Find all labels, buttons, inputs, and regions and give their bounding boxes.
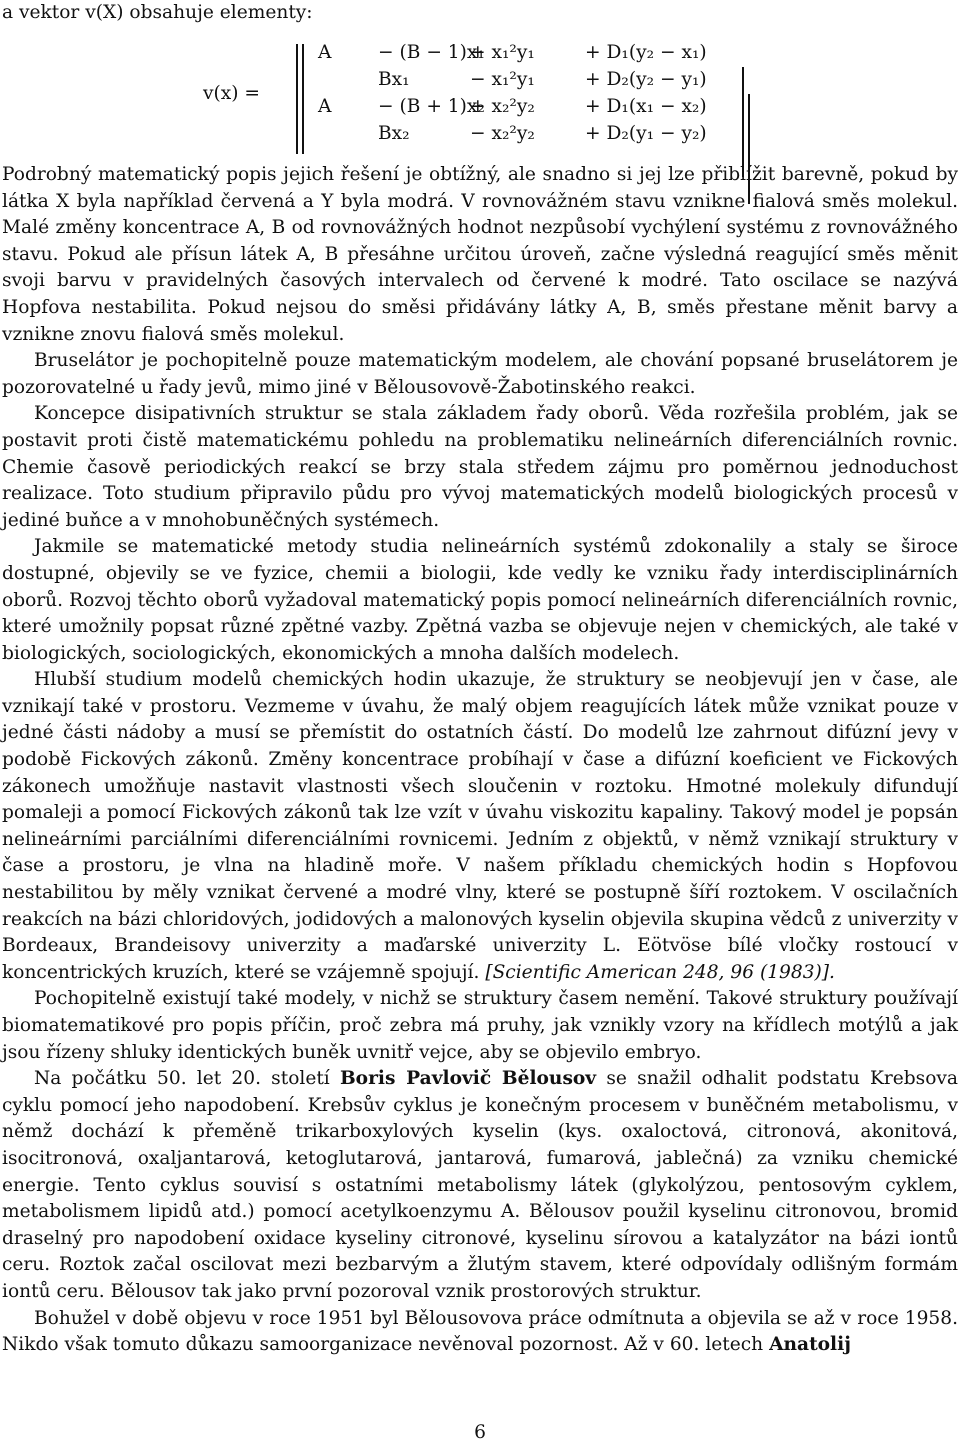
formula-cell: + x₁²y₁ bbox=[470, 42, 535, 63]
paragraph-static-models: Pochopitelně existují také modely, v nichž se struktury časem nemění. Takové struktury používají biomatematikové pro popis příčin, proč zebra má pruhy, jak vznikly vzory na křídlech motýlů a jak jsou řízeny shluky identických buněk uvnitř vejce, aby se objevilo embryo. bbox=[2, 988, 958, 1063]
intro-line: a vektor v(X) obsahuje elementy: bbox=[2, 2, 313, 23]
paragraph-bruselator: Bruselátor je pochopitelně pouze matematickým modelem, ale chování popsané bruselátorem je pozorovatelné u řady jevů, mimo jiné v Bělousovově-Žabotinského reakci. bbox=[2, 350, 958, 398]
formula-cell: Bx₂ bbox=[378, 123, 410, 144]
paragraph-spatial bbox=[2, 667, 958, 986]
page-number: 6 bbox=[474, 1422, 486, 1443]
paragraph-hopf: Podrobný matematický popis jejich řešení je obtížný, ale snadno si jej lze přiblížit barevně, pokud by látka X byla například červená a Y byla modrá. V rovnovážném stavu vznikne fialová směs molekul. Malé změny koncentrace A, B od rovnovážných hodnot nezpůsobí vychýlení systému z rovnovážného stavu. Pokud ale přísun látek A, B přesáhne určitou úroveň, začne výsledná reagující směs měnit svoji barvu v pravidelných časových intervalech od červené k modré. Tato oscilace se nazývá Hopfova nestabilita. Pokud nejsou do směsi přidávány látky A, B, směs přestane měnit barvy a vznikne znovu fialová směs molekul. bbox=[2, 164, 958, 345]
vector-formula bbox=[0, 40, 960, 160]
citation: [Scientific American 248, 96 (1983)]. bbox=[485, 961, 835, 983]
formula-cell: Bx₁ bbox=[378, 69, 410, 90]
name-belousov: Boris Pavlovič Bělousov bbox=[339, 1068, 597, 1090]
formula-cell: + x₂²y₂ bbox=[470, 96, 535, 117]
name-anatolij: Anatolij bbox=[769, 1334, 851, 1356]
paragraph-dissipative: Koncepce disipativních struktur se stala základem řady oborů. Věda rozřešila problém, jak se postavit proti čistě matematickému pohledu na problematiku nelineárních diferenciálních rovnic. Chemie časově periodických reakcí se brzy stala středem zájmu pro poměrnou jednoduchost realizace. Toto studium připravilo půdu pro vývoj matematických modelů biologických procesů v jediné buňce a v mnohobuněčných systémech. bbox=[2, 403, 958, 531]
paragraph-rejection bbox=[2, 1306, 958, 1359]
formula-cell: − (B − 1)x₁ bbox=[378, 42, 485, 63]
formula-cell: A bbox=[318, 42, 332, 63]
formula-cell: − x₁²y₁ bbox=[470, 69, 535, 90]
formula-cell: − (B + 1)x₂ bbox=[378, 96, 485, 117]
belousov-lead: Na počátku 50. let 20. století bbox=[34, 1068, 330, 1090]
formula-cell: + D₁(x₁ − x₂) bbox=[585, 96, 707, 117]
norm-bar-left-outer bbox=[296, 44, 298, 154]
rejection-text: Bohužel v době objevu v roce 1951 byl Bělousovova práce odmítnuta a objevila se až v roce 1958. Nikdo však tomuto důkazu samoorganizace nevěnoval pozornost. Až v 60. letech bbox=[2, 1307, 958, 1356]
formula-lhs: v(x) = bbox=[203, 83, 260, 104]
formula-cell: + D₂(y₂ − y₁) bbox=[585, 69, 707, 90]
formula-cell: A bbox=[318, 96, 332, 117]
body-text bbox=[2, 162, 958, 1359]
paragraph-spatial-text: Hlubší studium modelů chemických hodin ukazuje, že struktury se neobjevují jen v čase, ale vznikají také v prostoru. Vezmeme v úvahu, že malý objem reagujících látek může vznikat pouze v jedné části nádoby a musí se přemístit do ostatních částí. Do modelů lze zahrnout difúzní jevy v podobě Fickových zákonů. Změny koncentrace probíhají v čase a difúzní koeficient ve Fickových zákonech umožňuje nastavit vlastnosti všech sloučenin v roztoku. Hmotné molekuly difundují pomaleji a pomocí Fickových zákonů tak lze vzít v úvahu viskozitu kapaliny. Takový model je popsán nelineárními parciálními diferenciálními rovnicemi. Jedním z objektů, v němž vznikají struktury v čase a prostoru, je vlna na hladině moře. V našem příkladu chemických hodin s Hopfovou nestabilitou by měly vznikat červené a modré vlny, které se postupně šíří roztokem. V oscilačních reakcích na bázi chloridových, jodidových a malonových kyselin objevila skupina vědců z univerzity v Bordeaux, Brandeisovy univerzity a maďarské univerzity L. Eötvöse bílé vločky rostoucí v koncentrických kruzích, které se vzájemně spojují. bbox=[2, 669, 958, 983]
paragraph-nonlinear: Jakmile se matematické metody studia nelineárních systémů zdokonalily a staly se široce dostupné, objevily se ve fyzice, chemii a biologii, kde vedly ke vzniku řady interdisciplinárních oborů. Rozvoj těchto oborů vyžadoval matematický popis pomocí nelineárních diferenciálních rovnic, které umožnily popsat různé zpětné vazby. Zpětná vazba se objevuje nejen v chemických, ale také v biologických, sociologických, ekonomických a mnoha dalších modelech. bbox=[2, 536, 958, 664]
norm-bar-left-inner bbox=[302, 44, 304, 154]
belousov-text: se snažil odhalit podstatu Krebsova cyklu pomocí jeho napodobení. Krebsův cyklus je konečným procesem v buněčném metabolismu, v němž dochází k přeměně trikarboxylových kyselin (kys. oxaloctová, citronová, akonitová, isocitronová, oxaljantarová, ketoglutarová, jantarová, fumarová, jablečná) za vzniku chemické energie. Tento cyklus souvisí s ostatními metabolismy látek (glykolýzou, pentosovým cyklem, metabolismem lipidů atd.) pomocí acetylkoenzymu A. Bělousov použil kyselinu citronovou, bromid draselný pro napodobení oxidace kyseliny citronové, kyselinu sírovou a katalyzátor na bázi iontů ceru. Roztok začal oscilovat mezi bezbarvým a žlutým stavem, které odpovídaly odlišným formám iontů ceru. Bělousov tak jako první pozoroval vznik prostorových struktur. bbox=[2, 1068, 959, 1302]
formula-cell: + D₂(y₁ − y₂) bbox=[585, 123, 707, 144]
paragraph-belousov bbox=[2, 1066, 958, 1305]
norm-bar-right-inner bbox=[742, 67, 744, 177]
formula-cell: − x₂²y₂ bbox=[470, 123, 535, 144]
formula-cell: + D₁(y₂ − x₁) bbox=[585, 42, 707, 63]
